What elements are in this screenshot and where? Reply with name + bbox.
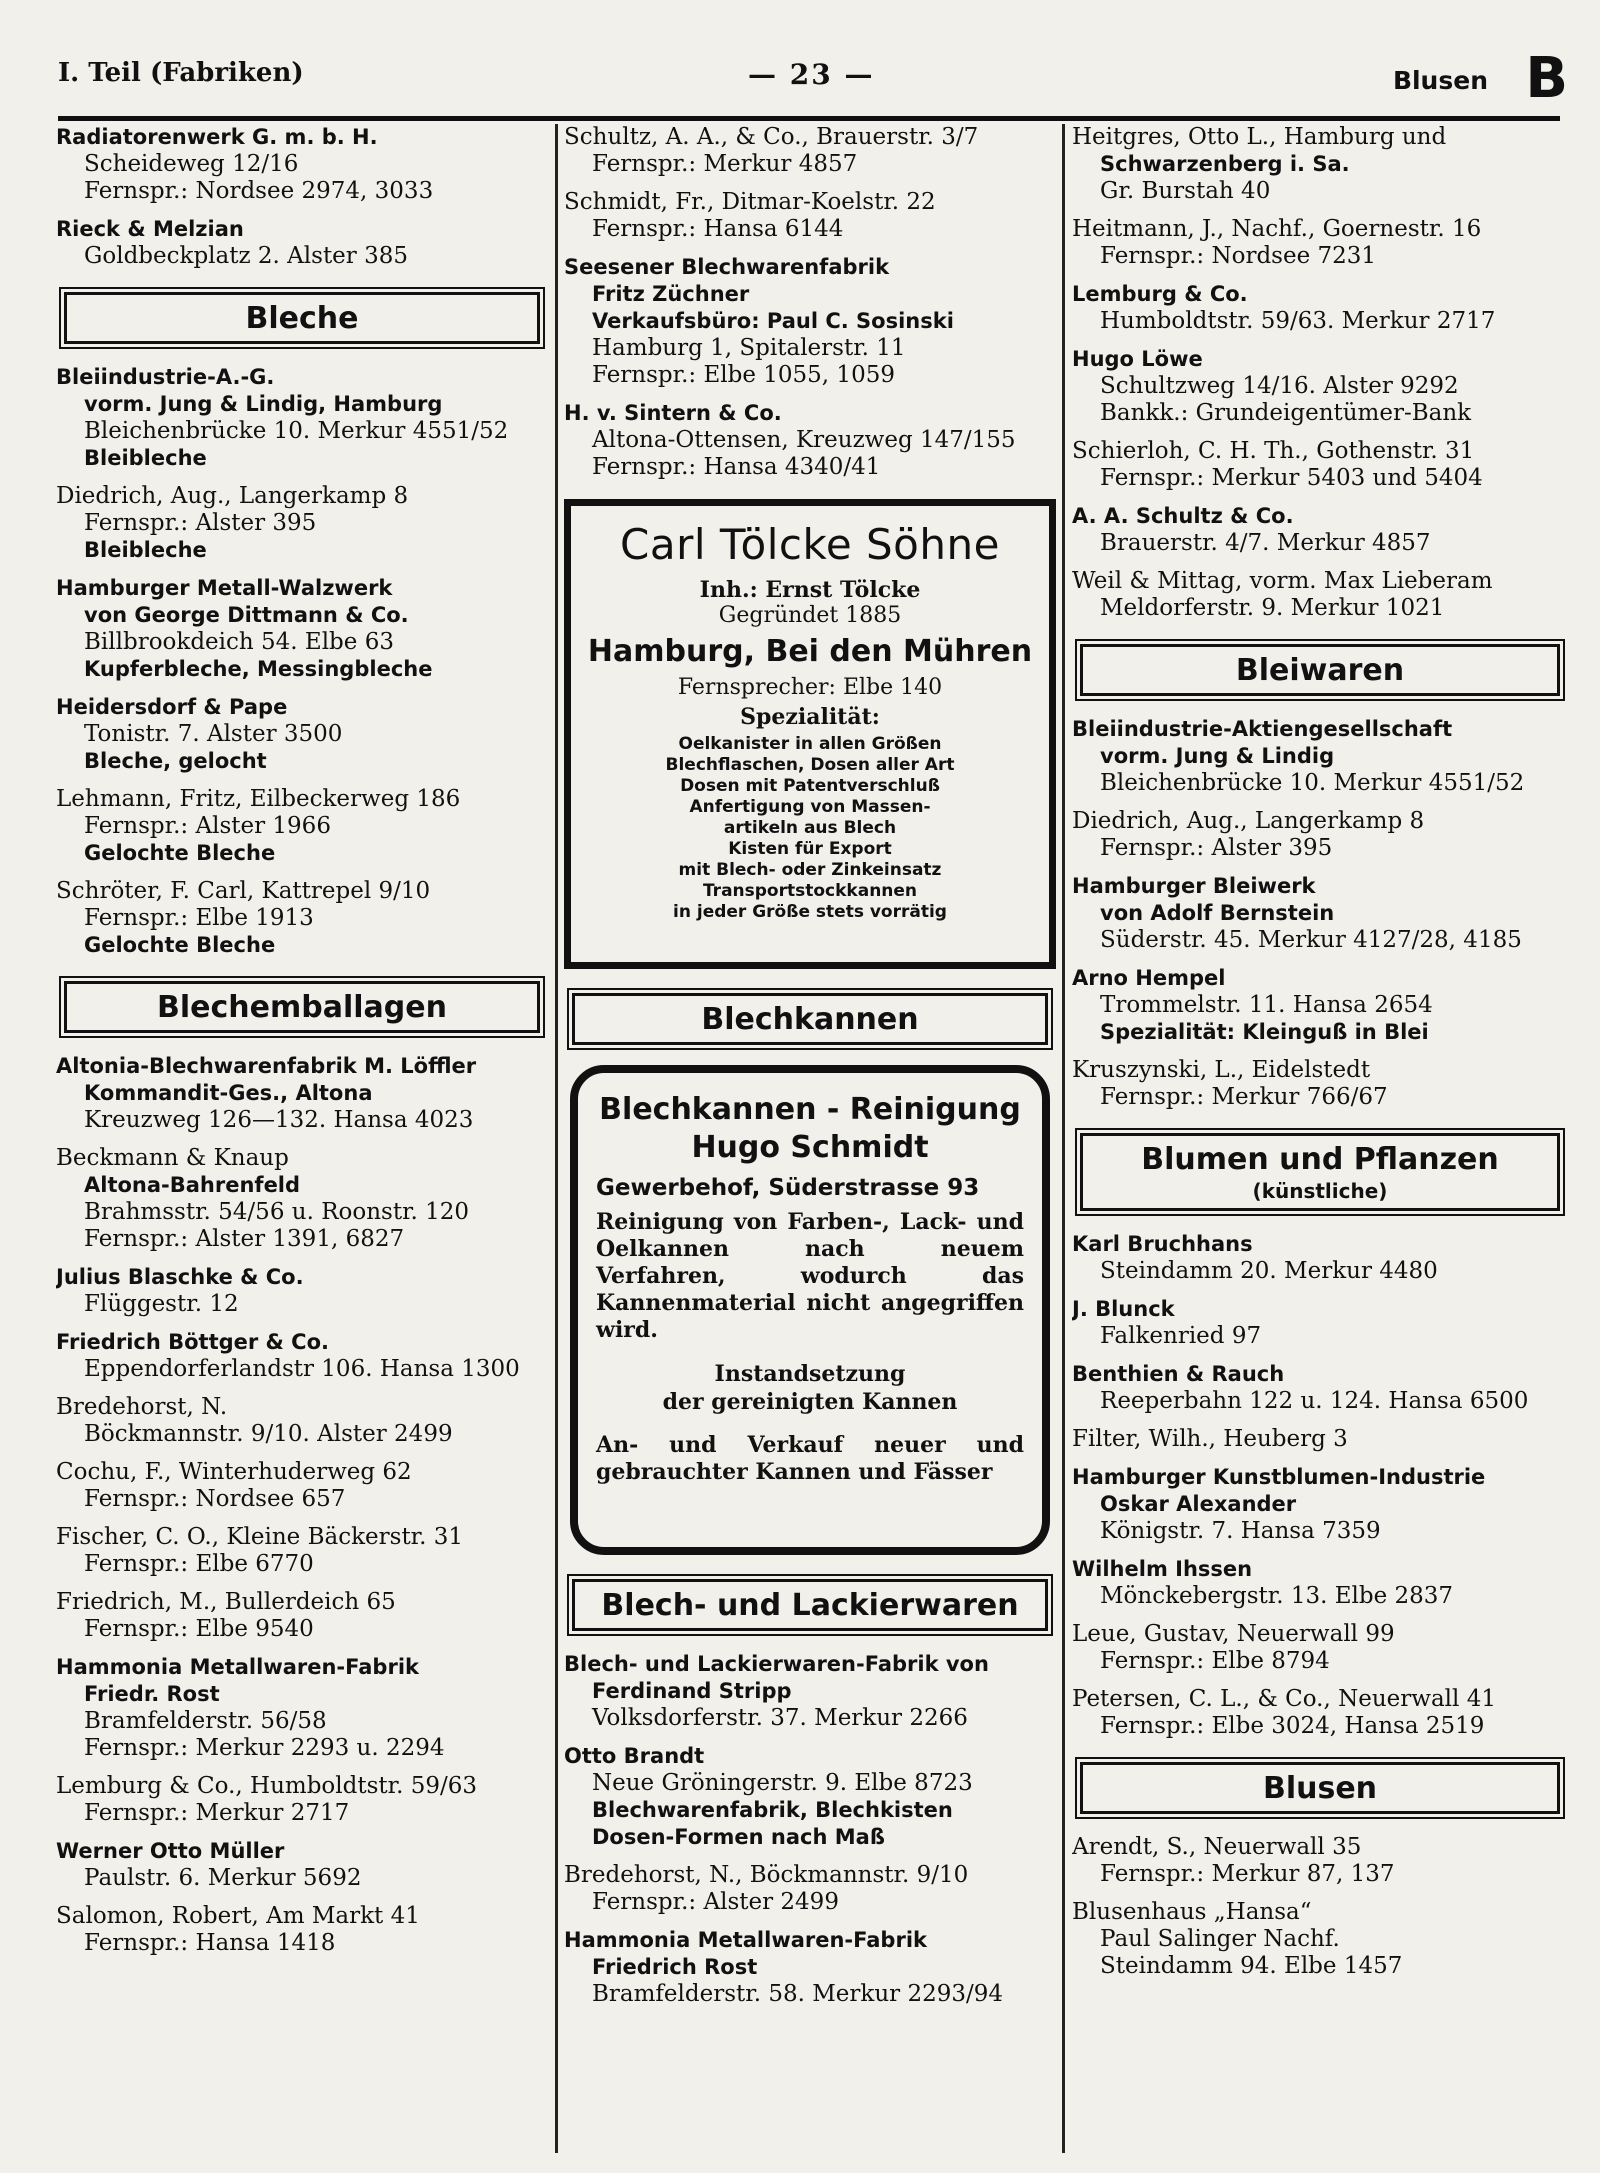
entry-line: Fernspr.: Elbe 1055, 1059	[592, 362, 895, 388]
entry-name: Hamburger Bleiwerk	[1072, 874, 1316, 898]
ad-product-line: mit Blech- oder Zinkeinsatz	[678, 860, 942, 880]
entry-line: Brahmsstr. 54/56 u. Roonstr. 120	[84, 1199, 470, 1225]
entry-line: Fernspr.: Alster 2499	[592, 1889, 839, 1915]
entry-name: Julius Blaschke & Co.	[56, 1265, 304, 1289]
list-item	[1072, 1899, 1568, 1980]
entry-line: Kreuzweg 126—132. Hansa 4023	[84, 1107, 474, 1133]
entry-name: Rieck & Melzian	[56, 217, 244, 241]
category-label: Bleiwaren	[1235, 652, 1405, 688]
entry-line: Scheideweg 12/16	[84, 151, 299, 177]
entry-name: Friedrich, M., Bullerdeich 65	[56, 1589, 396, 1615]
entry-line: Paulstr. 6. Merkur 5692	[84, 1865, 362, 1891]
list-item	[1072, 216, 1568, 270]
list-item	[1072, 1686, 1568, 1740]
list-item	[1072, 965, 1568, 1046]
entry-line: Fernspr.: Elbe 3024, Hansa 2519	[1100, 1713, 1485, 1739]
ad-founded: Gegründet 1885	[718, 603, 902, 628]
entry-line: Fernspr.: Merkur 5403 und 5404	[1100, 465, 1483, 491]
column-2	[564, 124, 1056, 2153]
category-heading	[1080, 1133, 1560, 1211]
entry-name: Lemburg & Co.	[1072, 282, 1248, 306]
entry-line: Kommandit-Ges., Altona	[84, 1081, 373, 1105]
entry-line: Steindamm 94. Elbe 1457	[1100, 1953, 1403, 1979]
column-divider	[1062, 124, 1065, 2153]
category-label: Bleche	[245, 300, 359, 336]
list-item	[56, 575, 548, 683]
ad-specialty-label: Spezialität:	[740, 704, 880, 730]
entry-line: Süderstr. 45. Merkur 4127/28, 4185	[1100, 927, 1522, 953]
entry-line: Verkaufsbüro: Paul C. Sosinski	[592, 309, 954, 333]
entry-name: Radiatorenwerk G. m. b. H.	[56, 125, 378, 149]
entry-name: A. A. Schultz & Co.	[1072, 504, 1294, 528]
entry-name: Lemburg & Co., Humboldtstr. 59/63	[56, 1773, 478, 1799]
list-item	[564, 189, 1056, 243]
list-item	[1072, 1464, 1568, 1545]
entry-line: Reeperbahn 122 u. 124. Hansa 6500	[1100, 1388, 1529, 1414]
entry-name: Benthien & Rauch	[1072, 1362, 1285, 1386]
entry-line: Humboldtstr. 59/63. Merkur 2717	[1100, 308, 1496, 334]
advertisement-hugo-schmidt	[570, 1065, 1050, 1555]
entry-name: Cochu, F., Winterhuderweg 62	[56, 1459, 412, 1485]
ad-product-line: Blechflaschen, Dosen aller Art	[665, 755, 955, 775]
entry-line: Trommelstr. 11. Hansa 2654	[1100, 992, 1433, 1018]
entry-line: Gr. Burstah 40	[1100, 178, 1271, 204]
entry-line: Fernspr.: Alster 1391, 6827	[84, 1226, 405, 1252]
entry-name: Bredehorst, N.	[56, 1394, 228, 1420]
entry-line: Spezialität: Kleinguß in Blei	[1100, 1020, 1429, 1044]
entry-line: Fernspr.: Alster 1966	[84, 813, 331, 839]
ad-description: Reinigung von Farben-, Lack- und Oelkannen nach neuem Verfahren, wodurch das Kannenmaterial nicht angegriffen wird.	[596, 1209, 1024, 1343]
entry-name: Salomon, Robert, Am Markt 41	[56, 1903, 420, 1929]
entry-name: Hamburger Kunstblumen-Industrie	[1072, 1465, 1486, 1489]
entry-line: Meldorferstr. 9. Merkur 1021	[1100, 595, 1445, 621]
entry-name: Arendt, S., Neuerwall 35	[1072, 1834, 1362, 1860]
ad-company-name: Hugo Schmidt	[691, 1130, 929, 1165]
list-item	[564, 1651, 1056, 1732]
entry-line: Flüggestr. 12	[84, 1291, 239, 1317]
list-item	[564, 1927, 1056, 2008]
category-heading	[64, 292, 540, 344]
entry-line: Friedr. Rost	[84, 1682, 220, 1706]
entry-line: Fernspr.: Alster 395	[1100, 835, 1333, 861]
list-item	[1072, 503, 1568, 557]
list-item	[1072, 873, 1568, 954]
ad-service	[596, 1360, 1024, 1416]
page-header	[58, 46, 1568, 122]
category-sublabel: (künstliche)	[1252, 1178, 1388, 1203]
entry-name: Schmidt, Fr., Ditmar-Koelstr. 22	[564, 189, 936, 215]
ad-product-line: Kisten für Export	[728, 839, 892, 859]
list-item	[56, 1903, 548, 1957]
category-label: Blech- und Lackierwaren	[601, 1587, 1019, 1623]
entry-line: Fernspr.: Elbe 8794	[1100, 1648, 1330, 1674]
entry-line: Bleichenbrücke 10. Merkur 4551/52	[1100, 770, 1525, 796]
list-item	[56, 216, 548, 270]
entry-name: Filter, Wilh., Heuberg 3	[1072, 1426, 1348, 1452]
entry-name: Beckmann & Knaup	[56, 1145, 289, 1171]
entry-line: von Adolf Bernstein	[1100, 901, 1335, 925]
list-item	[1072, 1426, 1568, 1453]
entry-line: Königstr. 7. Hansa 7359	[1100, 1518, 1381, 1544]
entry-name: Hamburger Metall-Walzwerk	[56, 576, 393, 600]
entry-line: Schwarzenberg i. Sa.	[1100, 152, 1350, 176]
entry-line: Goldbeckplatz 2. Alster 385	[84, 243, 408, 269]
list-item	[564, 1743, 1056, 1851]
ad-product-line: in jeder Größe stets vorrätig	[673, 902, 947, 922]
entry-name: Schierloh, C. H. Th., Gothenstr. 31	[1072, 438, 1475, 464]
entry-line: Fernspr.: Merkur 2717	[84, 1800, 350, 1826]
entry-name: Heitmann, J., Nachf., Goernestr. 16	[1072, 216, 1482, 242]
entry-line: Steindamm 20. Merkur 4480	[1100, 1258, 1438, 1284]
ad-company-name: Carl Tölcke Söhne	[620, 520, 1000, 569]
entry-name: Karl Bruchhans	[1072, 1232, 1253, 1256]
ad-address: Hamburg, Bei den Mühren	[587, 634, 1033, 669]
list-item	[1072, 1057, 1568, 1111]
list-item	[1072, 1361, 1568, 1415]
entry-name: Bredehorst, N., Böckmannstr. 9/10	[564, 1862, 969, 1888]
entry-line: Bankk.: Grundeigentümer-Bank	[1100, 400, 1472, 426]
category-label: Blusen	[1262, 1770, 1378, 1806]
entry-name: Hugo Löwe	[1072, 347, 1203, 371]
entry-name: Schultz, A. A., & Co., Brauerstr. 3/7	[564, 124, 979, 150]
entry-line: Paul Salinger Nachf.	[1100, 1926, 1340, 1952]
list-item	[1072, 1231, 1568, 1285]
list-item	[56, 1329, 548, 1383]
entry-line: Oskar Alexander	[1100, 1492, 1297, 1516]
entry-line: Bleibleche	[84, 446, 207, 470]
entry-line: Eppendorferlandstr 106. Hansa 1300	[84, 1356, 520, 1382]
ad-owner: Inh.: Ernst Tölcke	[699, 577, 921, 603]
list-item	[56, 1264, 548, 1318]
page-number: — 23 —	[748, 58, 875, 91]
list-item	[1072, 1296, 1568, 1350]
entry-name: Altonia-Blechwarenfabrik M. Löffler	[56, 1054, 477, 1078]
list-item	[564, 1862, 1056, 1916]
entry-name: Seesener Blechwarenfabrik	[564, 255, 890, 279]
list-item	[1072, 808, 1568, 862]
list-item	[56, 1524, 548, 1578]
entry-line: Böckmannstr. 9/10. Alster 2499	[84, 1421, 453, 1447]
entry-line: Fernspr.: Nordsee 657	[84, 1486, 346, 1512]
category-heading	[1080, 644, 1560, 696]
list-item	[1072, 1556, 1568, 1610]
entry-name: Heitgres, Otto L., Hamburg und	[1072, 124, 1447, 150]
list-item	[1072, 716, 1568, 797]
entry-line: Bramfelderstr. 56/58	[84, 1708, 327, 1734]
entry-name: J. Blunck	[1072, 1297, 1175, 1321]
list-item	[56, 124, 548, 205]
column-1	[56, 124, 548, 2153]
ad-phone: Fernsprecher: Elbe 140	[677, 675, 943, 700]
section-letter: B	[1525, 46, 1568, 111]
list-item	[56, 1145, 548, 1253]
ad-title: Blechkannen - Reinigung	[599, 1092, 1021, 1127]
entry-line: Gelochte Bleche	[84, 933, 276, 957]
column-3	[1072, 124, 1568, 2153]
entry-name: Otto Brandt	[564, 1744, 705, 1768]
ad-product-line: artikeln aus Blech	[723, 818, 897, 838]
entry-line: Fernspr.: Elbe 9540	[84, 1616, 314, 1642]
entry-line: Bleibleche	[84, 538, 207, 562]
entry-name: Arno Hempel	[1072, 966, 1226, 990]
entry-line: Fernspr.: Merkur 2293 u. 2294	[84, 1735, 445, 1761]
list-item	[56, 694, 548, 775]
entry-line: Fernspr.: Hansa 1418	[84, 1930, 336, 1956]
list-item	[564, 400, 1056, 481]
entry-name: Blech- und Lackierwaren-Fabrik von	[564, 1652, 989, 1676]
list-item	[56, 1394, 548, 1448]
entry-line: Mönckebergstr. 13. Elbe 2837	[1100, 1583, 1454, 1609]
category-heading	[1080, 1762, 1560, 1814]
list-item	[1072, 568, 1568, 622]
list-item	[1072, 346, 1568, 427]
ad-address: Gewerbehof, Süderstrasse 93	[596, 1175, 980, 1201]
ad-product-line: Transportstockkannen	[702, 881, 918, 901]
entry-line: Hamburg 1, Spitalerstr. 11	[592, 335, 906, 361]
list-item	[56, 1838, 548, 1892]
list-item	[1072, 438, 1568, 492]
entry-name: Blusenhaus „Hansa“	[1072, 1899, 1312, 1925]
category-label: Blechemballagen	[157, 989, 447, 1025]
entry-line: Blechwarenfabrik, Blechkisten	[592, 1798, 953, 1822]
entry-line: Ferdinand Stripp	[592, 1679, 792, 1703]
entry-name: Werner Otto Müller	[56, 1839, 285, 1863]
entry-name: Schröter, F. Carl, Kattrepel 9/10	[56, 878, 431, 904]
column-divider	[555, 124, 558, 2153]
ad-product-line: Anfertigung von Massen-	[689, 797, 931, 817]
entry-line: Altona-Bahrenfeld	[84, 1173, 301, 1197]
entry-name: Lehmann, Fritz, Eilbeckerweg 186	[56, 786, 461, 812]
entry-line: Gelochte Bleche	[84, 841, 276, 865]
list-item	[1072, 124, 1568, 205]
list-item	[1072, 281, 1568, 335]
entry-line: Fernspr.: Merkur 87, 137	[1100, 1861, 1395, 1887]
entry-name: Bleiindustrie-Aktiengesellschaft	[1072, 717, 1453, 741]
category-heading	[64, 981, 540, 1033]
list-item	[56, 1654, 548, 1762]
entry-line: Fritz Züchner	[592, 282, 750, 306]
entry-line: Brauerstr. 4/7. Merkur 4857	[1100, 530, 1431, 556]
entry-name: Wilhelm Ihssen	[1072, 1557, 1253, 1581]
category-heading	[572, 993, 1048, 1045]
entry-name: Friedrich Böttger & Co.	[56, 1330, 329, 1354]
entry-line: Bleichenbrücke 10. Merkur 4551/52	[84, 418, 509, 444]
list-item	[56, 1053, 548, 1134]
ad-product-line: Dosen mit Patentverschluß	[680, 776, 940, 796]
entry-line: Fernspr.: Nordsee 7231	[1100, 243, 1377, 269]
entry-line: Kupferbleche, Messingbleche	[84, 657, 433, 681]
entry-line: Altona-Ottensen, Kreuzweg 147/155	[592, 427, 1016, 453]
entry-name: Hammonia Metallwaren-Fabrik	[56, 1655, 419, 1679]
entry-line: Fernspr.: Hansa 6144	[592, 216, 844, 242]
entry-name: Kruszynski, L., Eidelstedt	[1072, 1057, 1371, 1083]
entry-name: Fischer, C. O., Kleine Bäckerstr. 31	[56, 1524, 464, 1550]
list-item	[1072, 1834, 1568, 1888]
entry-line: Fernspr.: Hansa 4340/41	[592, 454, 881, 480]
list-item	[56, 364, 548, 472]
entry-name: Heidersdorf & Pape	[56, 695, 288, 719]
entry-line: Neue Gröningerstr. 9. Elbe 8723	[592, 1770, 973, 1796]
list-item	[56, 878, 548, 959]
entry-name: Hammonia Metallwaren-Fabrik	[564, 1928, 927, 1952]
entry-line: Fernspr.: Elbe 6770	[84, 1551, 314, 1577]
entry-name: Leue, Gustav, Neuerwall 99	[1072, 1621, 1395, 1647]
entry-name: Diedrich, Aug., Langerkamp 8	[1072, 808, 1425, 834]
ad-service-line: Instandsetzung	[714, 1361, 906, 1387]
header-rule	[58, 116, 1560, 121]
list-item	[56, 1459, 548, 1513]
category-heading	[572, 1579, 1048, 1631]
entry-line: Fernspr.: Merkur 4857	[592, 151, 858, 177]
entry-name: Petersen, C. L., & Co., Neuerwall 41	[1072, 1686, 1496, 1712]
entry-line: Bramfelderstr. 58. Merkur 2293/94	[592, 1981, 1004, 2007]
entry-line: Volksdorferstr. 37. Merkur 2266	[592, 1705, 968, 1731]
entry-name: Weil & Mittag, vorm. Max Lieberam	[1072, 568, 1493, 594]
ad-product-line: Oelkanister in allen Größen	[678, 734, 942, 754]
list-item	[564, 124, 1056, 178]
list-item	[56, 1773, 548, 1827]
entry-line: Fernspr.: Elbe 1913	[84, 905, 314, 931]
entry-line: Schultzweg 14/16. Alster 9292	[1100, 373, 1459, 399]
list-item	[564, 254, 1056, 389]
list-item	[56, 1589, 548, 1643]
entry-line: vorm. Jung & Lindig	[1100, 744, 1335, 768]
entry-line: vorm. Jung & Lindig, Hamburg	[84, 392, 443, 416]
ad-trade: An- und Verkauf neuer und gebrauchter Kannen und Fässer	[596, 1432, 1024, 1485]
entry-line: von George Dittmann & Co.	[84, 603, 409, 627]
entry-line: Dosen-Formen nach Maß	[592, 1825, 885, 1849]
category-label: Blumen und Pflanzen	[1141, 1141, 1499, 1177]
section-name: Blusen	[1392, 66, 1488, 95]
entry-name: Bleiindustrie-A.-G.	[56, 365, 275, 389]
category-label: Blechkannen	[701, 1001, 919, 1037]
list-item	[56, 483, 548, 564]
entry-line: Fernspr.: Nordsee 2974, 3033	[84, 178, 434, 204]
entry-line: Fernspr.: Alster 395	[84, 510, 317, 536]
entry-line: Bleche, gelocht	[84, 749, 267, 773]
entry-name: H. v. Sintern & Co.	[564, 401, 782, 425]
advertisement-carl-toelcke	[564, 499, 1056, 969]
list-item	[1072, 1621, 1568, 1675]
part-title: I. Teil (Fabriken)	[58, 58, 304, 88]
entry-line: Tonistr. 7. Alster 3500	[84, 721, 343, 747]
list-item	[56, 786, 548, 867]
entry-line: Friedrich Rost	[592, 1955, 758, 1979]
ad-service-line: der gereinigten Kannen	[662, 1389, 958, 1415]
entry-line: Billbrookdeich 54. Elbe 63	[84, 629, 394, 655]
entry-name: Diedrich, Aug., Langerkamp 8	[56, 483, 409, 509]
entry-line: Falkenried 97	[1100, 1323, 1262, 1349]
entry-line: Fernspr.: Merkur 766/67	[1100, 1084, 1388, 1110]
